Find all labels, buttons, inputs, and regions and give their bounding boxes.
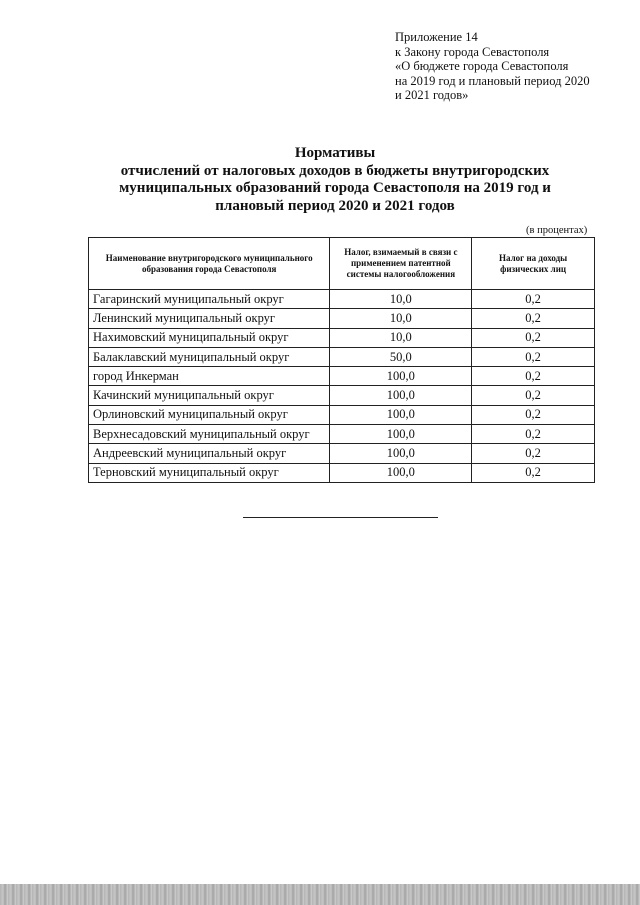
appendix-line: Приложение 14 [395,30,478,44]
table-row [89,463,595,482]
district-name: Ленинский муниципальный округ [89,309,330,328]
table-row [89,347,595,366]
header-district: Наименование внутригородского муниципального образования города Севастополя [89,238,330,290]
table-row [89,290,595,309]
title-line: Нормативы [294,145,376,161]
patent-value: 10,0 [330,309,472,328]
income-tax-value: 0,2 [472,367,595,386]
patent-value: 10,0 [330,290,472,309]
income-tax-value: 0,2 [472,386,595,405]
district-name: Гагаринский муниципальный округ [89,290,330,309]
appendix-line: на 2019 год и плановый период 2020 [395,73,590,88]
appendix-line: «О бюджете города Севастополя [395,59,569,74]
income-tax-value: 0,2 [472,463,595,482]
district-name: Нахимовский муниципальный округ [89,328,330,347]
appendix-header [395,30,590,103]
table-row [89,386,595,405]
title-line: муниципальных образований города Севастополя на 2019 год и [119,180,551,196]
patent-value: 100,0 [330,386,472,405]
document-title [100,145,570,215]
patent-value: 50,0 [330,347,472,366]
table-row [89,328,595,347]
closing-rule [243,517,438,518]
district-name: Андреевский муниципальный округ [89,444,330,463]
units-note: (в процентах) [526,225,588,236]
patent-value: 10,0 [330,328,472,347]
table-row [89,405,595,424]
norms-table [88,237,595,483]
scan-edge-artifact [0,884,640,905]
appendix-line: и 2021 годов» [395,88,469,103]
appendix-line: к Закону города Севастополя [395,44,550,59]
income-tax-value: 0,2 [472,444,595,463]
patent-value: 100,0 [330,405,472,424]
table-header-row [89,238,595,290]
district-name: Орлиновский муниципальный округ [89,405,330,424]
income-tax-value: 0,2 [472,425,595,444]
title-line: плановый период 2020 и 2021 годов [215,197,455,214]
district-name: город Инкерман [89,367,330,386]
table-row [89,367,595,386]
district-name: Балаклавский муниципальный округ [89,347,330,366]
district-name: Терновский муниципальный округ [89,463,330,482]
table-row [89,425,595,444]
patent-value: 100,0 [330,425,472,444]
table-row [89,309,595,328]
header-income-tax: Налог на доходы физических лиц [472,238,595,290]
patent-value: 100,0 [330,367,472,386]
district-name: Качинский муниципальный округ [89,386,330,405]
income-tax-value: 0,2 [472,347,595,366]
patent-value: 100,0 [330,444,472,463]
income-tax-value: 0,2 [472,309,595,328]
income-tax-value: 0,2 [472,405,595,424]
district-name: Верхнесадовский муниципальный округ [89,425,330,444]
income-tax-value: 0,2 [472,290,595,309]
patent-value: 100,0 [330,463,472,482]
income-tax-value: 0,2 [472,328,595,347]
table-row [89,444,595,463]
header-patent-tax: Налог, взимаемый в связи с применением патентной системы налогообложения [330,238,472,290]
title-line: отчислений от налоговых доходов в бюджеты внутригородских [120,162,550,179]
